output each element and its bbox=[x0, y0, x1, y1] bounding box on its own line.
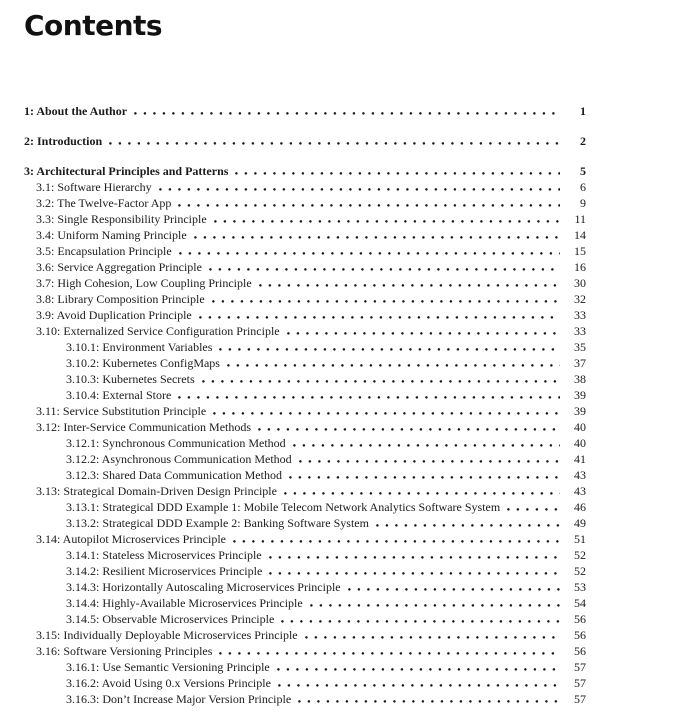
toc-entry[interactable] bbox=[24, 243, 586, 259]
dot-leader bbox=[194, 236, 560, 239]
toc-entry-page: 49 bbox=[574, 516, 586, 530]
toc-entry-label: 3.14.5: Observable Microservices Principle bbox=[66, 612, 275, 626]
dot-leader bbox=[305, 636, 560, 639]
dot-leader bbox=[287, 332, 560, 335]
toc-entry[interactable] bbox=[24, 259, 586, 275]
toc-entry-page: 41 bbox=[574, 452, 586, 466]
toc-entry[interactable] bbox=[24, 387, 586, 403]
toc-entry[interactable] bbox=[24, 611, 586, 627]
toc-entry-label: 3.12.2: Asynchronous Communication Method bbox=[66, 452, 292, 466]
dot-leader bbox=[258, 428, 560, 431]
toc-entry-page: 56 bbox=[574, 612, 586, 626]
toc-entry-label: 3.16.1: Use Semantic Versioning Principle bbox=[66, 660, 270, 674]
toc-entry-page: 39 bbox=[574, 388, 586, 402]
toc-entry-page: 53 bbox=[574, 580, 586, 594]
toc-entry-label: 3.12.3: Shared Data Communication Method bbox=[66, 468, 282, 482]
toc-entry[interactable] bbox=[24, 195, 586, 211]
toc-entry-page: 16 bbox=[574, 260, 586, 274]
toc-entry-label: 3.10.3: Kubernetes Secrets bbox=[66, 372, 195, 386]
toc-entry-label: 3.4: Uniform Naming Principle bbox=[36, 228, 187, 242]
dot-leader bbox=[212, 300, 560, 303]
toc-entry-page: 38 bbox=[574, 372, 586, 386]
toc-entry-page: 39 bbox=[574, 404, 586, 418]
toc-entry-page: 56 bbox=[574, 644, 586, 658]
toc-entry-page: 1 bbox=[580, 104, 586, 118]
toc-entry-label: 3.7: High Cohesion, Low Coupling Principle bbox=[36, 276, 252, 290]
toc-entry[interactable] bbox=[24, 179, 586, 195]
dot-leader bbox=[209, 268, 560, 271]
toc-entry[interactable] bbox=[24, 211, 586, 227]
toc-entry[interactable] bbox=[24, 627, 586, 643]
toc-entry[interactable] bbox=[24, 339, 586, 355]
toc-entry-page: 15 bbox=[574, 244, 586, 258]
toc-entry[interactable] bbox=[24, 675, 586, 691]
toc-entry-page: 56 bbox=[574, 628, 586, 642]
toc-entry[interactable] bbox=[24, 371, 586, 387]
dot-leader bbox=[348, 588, 560, 591]
toc-entry-page: 30 bbox=[574, 276, 586, 290]
toc-entry-label: 3.10.4: External Store bbox=[66, 388, 172, 402]
dot-leader bbox=[269, 556, 560, 559]
toc-entry-label: 3.14.2: Resilient Microservices Principle bbox=[66, 564, 263, 578]
toc-entry-label: 3.12: Inter-Service Communication Methods bbox=[36, 420, 252, 434]
toc-entry-page: 46 bbox=[574, 500, 586, 514]
toc-entry-label: 3.16: Software Versioning Principles bbox=[36, 644, 213, 658]
toc-entry[interactable] bbox=[24, 691, 586, 707]
toc-entry[interactable] bbox=[24, 595, 586, 611]
toc-entry[interactable] bbox=[24, 133, 586, 149]
dot-leader bbox=[259, 284, 560, 287]
dot-leader bbox=[235, 172, 560, 175]
dot-leader bbox=[213, 412, 560, 415]
toc-entry-page: 43 bbox=[574, 468, 586, 482]
toc-entry-label: 3.14.3: Horizontally Autoscaling Microservices Principle bbox=[66, 580, 341, 594]
toc-entry[interactable] bbox=[24, 659, 586, 675]
toc-entry-label: 3.5: Encapsulation Principle bbox=[36, 244, 172, 258]
toc-entry-page: 6 bbox=[580, 180, 586, 194]
toc-entry-label: 3.12.1: Synchronous Communication Method bbox=[66, 436, 286, 450]
dot-leader bbox=[269, 572, 560, 575]
dot-leader bbox=[376, 524, 560, 527]
dot-leader bbox=[293, 444, 560, 447]
toc-entry[interactable] bbox=[24, 547, 586, 563]
toc-entry-label: 3.1: Software Hierarchy bbox=[36, 180, 152, 194]
toc-entry[interactable] bbox=[24, 307, 586, 323]
toc-entry[interactable] bbox=[24, 275, 586, 291]
dot-leader bbox=[178, 396, 560, 399]
toc-entry-label: 3.10: Externalized Service Configuration Principle bbox=[36, 324, 280, 338]
toc-entry[interactable] bbox=[24, 435, 586, 451]
dot-leader bbox=[109, 142, 560, 145]
toc-entry[interactable] bbox=[24, 103, 586, 119]
toc-entry-page: 43 bbox=[574, 484, 586, 498]
toc-entry-label: 3.16.3: Don’t Increase Major Version Principle bbox=[66, 692, 292, 706]
toc-entry[interactable] bbox=[24, 467, 586, 483]
dot-leader bbox=[278, 684, 560, 687]
toc-entry-page: 37 bbox=[574, 356, 586, 370]
toc-entry-page: 54 bbox=[574, 596, 586, 610]
toc-entry-page: 14 bbox=[574, 228, 586, 242]
dot-leader bbox=[227, 364, 560, 367]
toc-entry-page: 11 bbox=[574, 212, 586, 226]
toc-entry[interactable] bbox=[24, 323, 586, 339]
dot-leader bbox=[199, 316, 560, 319]
toc-entry-page: 51 bbox=[574, 532, 586, 546]
toc-entry-label: 3.6: Service Aggregation Principle bbox=[36, 260, 202, 274]
toc-entry-label: 3.2: The Twelve-Factor App bbox=[36, 196, 172, 210]
toc-entry[interactable] bbox=[24, 403, 586, 419]
toc-entry-label: 3.9: Avoid Duplication Principle bbox=[36, 308, 192, 322]
toc-entry[interactable] bbox=[24, 419, 586, 435]
toc-entry-label: 3.10.1: Environment Variables bbox=[66, 340, 213, 354]
table-of-contents bbox=[24, 103, 586, 707]
toc-entry-page: 52 bbox=[574, 564, 586, 578]
page-title: Contents bbox=[24, 9, 163, 42]
toc-entry[interactable] bbox=[24, 291, 586, 307]
dot-leader bbox=[202, 380, 560, 383]
toc-entry-label: 3.13.1: Strategical DDD Example 1: Mobile Telecom Network Analytics Software System bbox=[66, 500, 501, 514]
toc-entry-page: 2 bbox=[580, 134, 586, 148]
dot-leader bbox=[178, 204, 560, 207]
toc-entry-page: 52 bbox=[574, 548, 586, 562]
toc-entry[interactable] bbox=[24, 355, 586, 371]
toc-entry-label: 2: Introduction bbox=[24, 134, 103, 148]
toc-entry-page: 57 bbox=[574, 676, 586, 690]
toc-entry-label: 1: About the Author bbox=[24, 104, 128, 118]
dot-leader bbox=[277, 668, 560, 671]
toc-entry-page: 57 bbox=[574, 692, 586, 706]
toc-entry[interactable] bbox=[24, 579, 586, 595]
toc-entry-label: 3.10.2: Kubernetes ConfigMaps bbox=[66, 356, 220, 370]
toc-entry-page: 9 bbox=[580, 196, 586, 210]
toc-entry-page: 33 bbox=[574, 308, 586, 322]
toc-entry-label: 3.13.2: Strategical DDD Example 2: Banking Software System bbox=[66, 516, 369, 530]
toc-entry[interactable] bbox=[24, 227, 586, 243]
toc-entry-label: 3.14.1: Stateless Microservices Principle bbox=[66, 548, 262, 562]
toc-entry[interactable] bbox=[24, 563, 586, 579]
toc-entry-label: 3.11: Service Substitution Principle bbox=[36, 404, 207, 418]
dot-leader bbox=[233, 540, 560, 543]
dot-leader bbox=[159, 188, 560, 191]
toc-entry-label: 3.14.4: Highly-Available Microservices Principle bbox=[66, 596, 303, 610]
dot-leader bbox=[284, 492, 560, 495]
toc-entry[interactable] bbox=[24, 163, 586, 179]
toc-entry-page: 40 bbox=[574, 436, 586, 450]
toc-entry[interactable] bbox=[24, 515, 586, 531]
toc-entry-label: 3.8: Library Composition Principle bbox=[36, 292, 205, 306]
dot-leader bbox=[214, 220, 560, 223]
toc-entry-label: 3.16.2: Avoid Using 0.x Versions Principle bbox=[66, 676, 271, 690]
toc-entry-label: 3.15: Individually Deployable Microservices Principle bbox=[36, 628, 298, 642]
dot-leader bbox=[289, 476, 560, 479]
dot-leader bbox=[219, 348, 560, 351]
toc-entry[interactable] bbox=[24, 643, 586, 659]
toc-entry-label: 3.14: Autopilot Microservices Principle bbox=[36, 532, 226, 546]
toc-entry-page: 57 bbox=[574, 660, 586, 674]
dot-leader bbox=[179, 252, 560, 255]
dot-leader bbox=[298, 700, 560, 703]
dot-leader bbox=[310, 604, 560, 607]
toc-entry-page: 33 bbox=[574, 324, 586, 338]
toc-entry-label: 3.13: Strategical Domain-Driven Design Principle bbox=[36, 484, 277, 498]
dot-leader bbox=[134, 112, 560, 115]
dot-leader bbox=[281, 620, 560, 623]
dot-leader bbox=[507, 508, 560, 511]
toc-entry-label: 3.3: Single Responsibility Principle bbox=[36, 212, 207, 226]
toc-entry[interactable] bbox=[24, 483, 586, 499]
toc-entry-page: 40 bbox=[574, 420, 586, 434]
dot-leader bbox=[219, 652, 560, 655]
toc-entry-page: 5 bbox=[580, 164, 586, 178]
dot-leader bbox=[299, 460, 560, 463]
toc-entry-label: 3: Architectural Principles and Patterns bbox=[24, 164, 229, 178]
toc-entry-page: 35 bbox=[574, 340, 586, 354]
toc-entry-page: 32 bbox=[574, 292, 586, 306]
toc-entry[interactable] bbox=[24, 451, 586, 467]
toc-entry[interactable] bbox=[24, 531, 586, 547]
toc-entry[interactable] bbox=[24, 499, 586, 515]
